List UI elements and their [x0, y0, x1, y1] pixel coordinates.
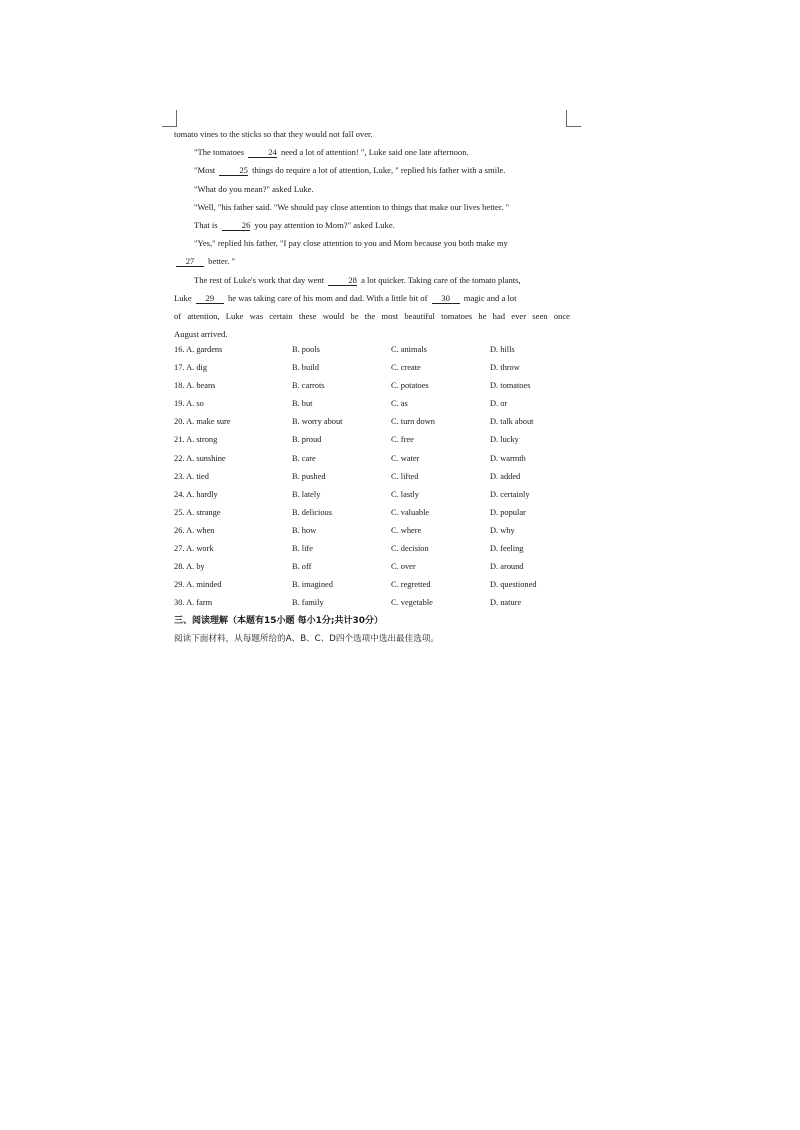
- passage-text: a lot quicker. Taking care of the tomato plants,: [358, 274, 521, 285]
- passage-line: [174, 143, 570, 161]
- passage-text: "The tomatoes: [194, 147, 247, 158]
- option-a: 17. A. dig: [174, 363, 208, 373]
- option-b: B. carrots: [292, 381, 325, 391]
- section-instruction: 阅读下面材料，从每题所给的A、B、C、D四个选项中选出最佳选项。: [174, 634, 440, 644]
- option-a: 20. A. make sure: [174, 417, 231, 427]
- option-c: C. turn down: [391, 417, 435, 427]
- option-a: 25. A. strange: [174, 507, 221, 517]
- blank-29: 29: [196, 293, 224, 304]
- option-a: 22. A. sunshine: [174, 453, 226, 463]
- option-a: 27. A. work: [174, 544, 214, 554]
- blank-24: 24: [248, 147, 277, 158]
- option-d: D. nature: [490, 598, 522, 608]
- option-a: 21. A. strong: [174, 435, 218, 445]
- option-c: C. valuable: [391, 507, 430, 517]
- passage-text: he was taking care of his mom and dad. With a little bit of: [225, 292, 430, 303]
- section-title: 三、阅读理解（本题有15小题 每小1分;共计30分）: [174, 616, 384, 626]
- option-c: C. regretted: [391, 580, 431, 590]
- passage-line: "Well, "his father said. "We should pay close attention to things that make our lives better. ": [194, 201, 510, 212]
- option-d: D. why: [490, 525, 515, 535]
- passage-line: [174, 289, 570, 307]
- option-d: D. added: [490, 471, 521, 481]
- option-a: 24. A. hardly: [174, 489, 218, 499]
- option-c: C. decision: [391, 544, 429, 554]
- blank-28: 28: [328, 275, 357, 286]
- option-a: 18. A. beans: [174, 381, 216, 391]
- cloze-passage: [174, 125, 570, 343]
- passage-line: [174, 161, 570, 179]
- passage-text: The rest of Luke's work that day went: [194, 274, 327, 285]
- option-a: 29. A. minded: [174, 580, 222, 590]
- option-b: B. build: [292, 363, 319, 373]
- option-a: 26. A. when: [174, 525, 215, 535]
- option-c: C. water: [391, 453, 420, 463]
- option-c: C. lastly: [391, 489, 419, 499]
- passage-line: [174, 271, 570, 289]
- passage-line: tomato vines to the sticks so that they would not fall over.: [174, 129, 373, 139]
- passage-text: need a lot of attention! ", Luke said one late afternoon.: [278, 147, 469, 158]
- option-d: D. feeling: [490, 544, 524, 554]
- option-b: B. life: [292, 544, 313, 554]
- option-b: B. pushed: [292, 471, 326, 481]
- passage-line: "Yes," replied his father, "I pay close attention to you and Mom because you both make my: [194, 238, 508, 249]
- option-c: C. where: [391, 525, 422, 535]
- option-b: B. but: [292, 399, 313, 409]
- passage-text: better. ": [206, 256, 236, 267]
- option-b: B. delicious: [292, 507, 333, 517]
- option-d: D. talk about: [490, 417, 534, 427]
- option-c: C. create: [391, 363, 421, 373]
- option-c: C. animals: [391, 345, 427, 354]
- blank-27: 27: [176, 256, 204, 267]
- option-a: 23. A. tied: [174, 471, 209, 481]
- option-b: B. lately: [292, 489, 321, 499]
- passage-text: you pay attention to Mom?" asked Luke.: [252, 220, 395, 231]
- option-d: D. throw: [490, 363, 520, 373]
- blank-26: 26: [222, 220, 251, 231]
- option-b: B. pools: [292, 345, 320, 354]
- passage-text: magic and a lot: [461, 292, 517, 303]
- option-b: B. off: [292, 562, 312, 572]
- option-b: B. family: [292, 598, 324, 608]
- option-b: B. how: [292, 525, 317, 535]
- option-b: B. worry about: [292, 417, 343, 427]
- option-d: D. warmth: [490, 453, 526, 463]
- option-d: D. questioned: [490, 580, 537, 590]
- blank-30: 30: [432, 293, 460, 304]
- passage-text: That is: [194, 220, 220, 231]
- passage-line: of attention, Luke was certain these would be the most beautiful tomatoes he had ever seen once: [174, 311, 570, 322]
- passage-text: Luke: [174, 292, 194, 303]
- passage-line: [174, 252, 570, 270]
- option-c: C. free: [391, 435, 414, 445]
- blank-25: 25: [219, 165, 248, 176]
- option-a: 30. A. farm: [174, 598, 213, 608]
- option-b: B. imagined: [292, 580, 333, 590]
- option-d: D. or: [490, 399, 508, 409]
- passage-line: [174, 216, 570, 234]
- option-d: D. hills: [490, 345, 515, 354]
- passage-text: things do require a lot of attention, Luke, " replied his father with a smile.: [249, 165, 506, 176]
- option-b: B. proud: [292, 435, 322, 445]
- option-d: D. tomatoes: [490, 381, 531, 391]
- option-d: D. popular: [490, 507, 526, 517]
- option-b: B. care: [292, 453, 316, 463]
- option-c: C. as: [391, 399, 408, 409]
- passage-line: August arrived.: [174, 329, 228, 340]
- passage-text: "Most: [194, 165, 218, 176]
- option-a: 19. A. so: [174, 399, 204, 409]
- option-a: 16. A. gardens: [174, 345, 223, 354]
- option-d: D. certainly: [490, 489, 530, 499]
- option-c: C. lifted: [391, 471, 419, 481]
- option-a: 28. A. by: [174, 562, 205, 572]
- option-d: D. lucky: [490, 435, 519, 445]
- option-c: C. over: [391, 562, 416, 572]
- option-c: C. vegetable: [391, 598, 433, 608]
- option-c: C. potatoes: [391, 381, 429, 391]
- passage-line: "What do you mean?" asked Luke.: [194, 183, 314, 194]
- option-d: D. around: [490, 562, 524, 572]
